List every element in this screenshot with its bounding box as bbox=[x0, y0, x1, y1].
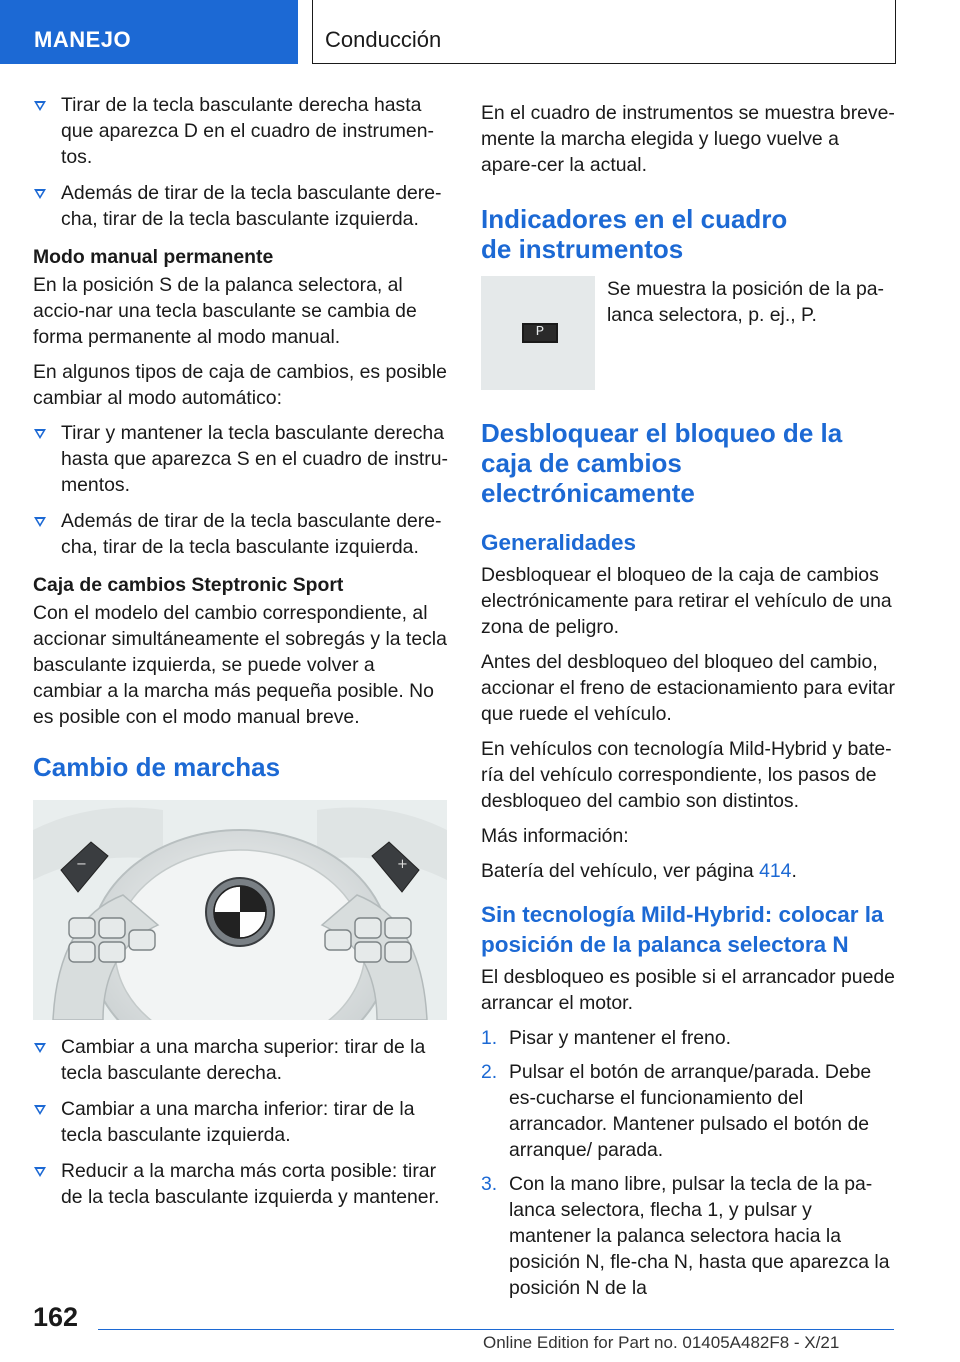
list-item: Tirar de la tecla basculante derecha hasta que aparezca D en el cuadro de instrumen‐tos. bbox=[33, 92, 449, 170]
footer-divider bbox=[98, 1329, 894, 1330]
list-item: Tirar y mantener la tecla basculante derecha hasta que aparezca S en el cuadro de instru‐mentos. bbox=[33, 420, 449, 498]
section-tab bbox=[0, 0, 298, 64]
heading-indicators: Indicadores en el cuadro de instrumentos bbox=[481, 204, 788, 264]
paragraph: Con el modelo del cambio correspondiente, al accionar simultáneamente el sobregás y la tecla basculante izquierda, se puede volver a cambiar a la marcha más pequeña posible. No es posible con el modo manual breve. bbox=[33, 602, 447, 728]
svg-text:−: − bbox=[76, 857, 87, 872]
list-item: Cambiar a una marcha inferior: tirar de la tecla basculante izquierda. bbox=[33, 1096, 449, 1148]
list-item: 1. Pisar y mantener el freno. bbox=[481, 1027, 732, 1049]
footer-edition: Online Edition for Part no. 01405A482F8 - X/21 bbox=[483, 1333, 840, 1352]
triangle-bullet-icon bbox=[34, 189, 46, 199]
right-column bbox=[481, 100, 897, 1309]
svg-text:+: + bbox=[397, 857, 408, 872]
list-item: Cambiar a una marcha superior: tirar de la tecla basculante derecha. bbox=[33, 1034, 449, 1086]
gear-indicator-image bbox=[481, 276, 595, 390]
triangle-bullet-icon bbox=[34, 517, 46, 527]
subheading-manual-mode: Modo manual permanente bbox=[33, 246, 274, 268]
triangle-bullet-icon bbox=[34, 1043, 46, 1053]
park-indicator-icon: P bbox=[522, 323, 558, 343]
paragraph: En vehículos con tecnología Mild-Hybrid y bate‐ría del vehículo correspondiente, los pasos de desbloqueo del cambio son distintos. bbox=[481, 738, 892, 812]
indicator-row bbox=[481, 276, 897, 390]
page-link[interactable]: 414 bbox=[759, 860, 792, 882]
left-column bbox=[33, 92, 449, 1220]
paragraph: Más información: bbox=[481, 825, 629, 847]
paragraph-battery-ref: Batería del vehículo, ver página 414. bbox=[481, 860, 797, 882]
paragraph: En la posición S de la palanca selectora, al accio‐nar una tecla basculante se cambia de forma permanente al modo manual. bbox=[33, 274, 417, 348]
triangle-bullet-icon bbox=[34, 1105, 46, 1115]
indicator-description: Se muestra la posición de la pa‐lanca selectora, p. ej., P. bbox=[607, 278, 885, 326]
paragraph: Desbloquear el bloqueo de la caja de cambios electrónicamente para retirar el vehículo de una zona de peligro. bbox=[481, 564, 892, 638]
list-item: Además de tirar de la tecla basculante dere‐cha, tirar de la tecla basculante izquierda. bbox=[33, 508, 449, 560]
page-number: 162 bbox=[33, 1302, 79, 1332]
chapter-header bbox=[312, 0, 896, 64]
steering-wheel-image bbox=[33, 800, 447, 1020]
steering-wheel-icon bbox=[33, 800, 447, 1020]
chapter-title: Conducción bbox=[325, 27, 442, 52]
triangle-bullet-icon bbox=[34, 429, 46, 439]
paragraph: En el cuadro de instrumentos se muestra breve‐mente la marcha elegida y luego vuelve a apare‐cer la actual. bbox=[481, 102, 895, 176]
triangle-bullet-icon bbox=[34, 101, 46, 111]
paragraph: Antes del desbloqueo del bloqueo del cambio, accionar el freno de estacionamiento para evitar que ruede el vehículo. bbox=[481, 651, 895, 725]
paragraph: El desbloqueo es posible si el arrancador puede arrancar el motor. bbox=[481, 966, 895, 1014]
list-item: Además de tirar de la tecla basculante dere‐cha, tirar de la tecla basculante izquierda. bbox=[33, 180, 449, 232]
heading-mild-hybrid: Sin tecnología Mild-Hybrid: colocar la posición de la palanca selectora N bbox=[481, 902, 884, 957]
subheading-steptronic-sport: Caja de cambios Steptronic Sport bbox=[33, 574, 344, 596]
heading-general: Generalidades bbox=[481, 530, 637, 555]
list-item: 2. Pulsar el botón de arranque/parada. Debe es‐cucharse el funcionamiento del arrancador. Mantener pulsado el botón de arranque/ parada. bbox=[481, 1061, 872, 1161]
heading-gear-change: Cambio de marchas bbox=[33, 752, 281, 782]
list-item: 3. Con la mano libre, pulsar la tecla de la pa‐lanca selectora, flecha 1, y pulsar y mantener la palanca selectora hacia la posición N, fle‐cha N, hasta que aparezca la posición N de la bbox=[481, 1173, 890, 1299]
section-title: MANEJO bbox=[34, 27, 132, 52]
triangle-bullet-icon bbox=[34, 1167, 46, 1177]
heading-unlock-gearbox: Desbloquear el bloqueo de la caja de cambios electrónicamente bbox=[481, 418, 843, 508]
list-item: Reducir a la marcha más corta posible: tirar de la tecla basculante izquierda y mantener. bbox=[33, 1158, 449, 1210]
paragraph: En algunos tipos de caja de cambios, es posible cambiar al modo automático: bbox=[33, 361, 447, 409]
